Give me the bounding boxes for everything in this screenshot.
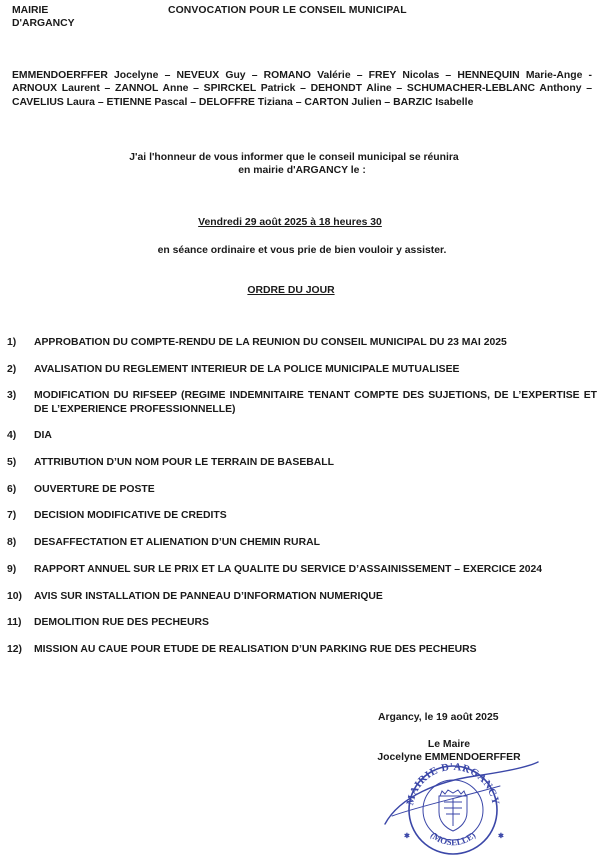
agenda-item-number: 3): [7, 390, 17, 402]
agenda-item-text: MODIFICATION DU RIFSEEP (REGIME INDEMNITAIRE TENANT COMPTE DES SUJETIONS, DE L’EXPERTISE ET DE L’EXPERIENCE PROFESSIONNELLE): [34, 390, 597, 415]
agenda-item: [7, 456, 597, 469]
agenda-title: ORDRE DU JOUR: [247, 285, 335, 296]
agenda-item: [7, 643, 597, 656]
agenda-item-number: 5): [7, 457, 17, 469]
mairie-line-2: D'ARGANCY: [12, 18, 75, 29]
agenda-item-text: OUVERTURE DE POSTE: [34, 483, 155, 495]
agenda-item-number: 11): [7, 617, 22, 629]
agenda-item-text: DIA: [34, 430, 52, 442]
agenda-item: [7, 336, 597, 349]
agenda-item-text: DESAFFECTATION ET ALIENATION D’UN CHEMIN RURAL: [34, 537, 320, 549]
seal-star-right: ✱: [498, 833, 504, 840]
session-text: en séance ordinaire et vous prie de bien vouloir y assister.: [157, 245, 447, 256]
signature-role: Le Maire: [427, 739, 471, 750]
seal-top-text: MAIRIE D'ARGANCY: [405, 761, 501, 807]
agenda-item-text: MISSION AU CAUE POUR ETUDE DE REALISATION D’UN PARKING RUE DES PECHEURS: [34, 643, 477, 655]
agenda-item: [7, 616, 597, 629]
seal-coat-of-arms: [439, 790, 467, 831]
agenda-item-text: RAPPORT ANNUEL SUR LE PRIX ET LA QUALITE DU SERVICE D’ASSAINISSEMENT – EXERCICE 2024: [34, 563, 543, 575]
document-title: CONVOCATION POUR LE CONSEIL MUNICIPAL: [168, 5, 407, 16]
agenda-item-text: DEMOLITION RUE DES PECHEURS: [34, 617, 209, 629]
attendee-list: EMMENDOERFFER Jocelyne – NEVEUX Guy – ROMANO Valérie – FREY Nicolas – HENNEQUIN Marie-Ange - ARNOUX Laurent – ZANNOL Anne – SPIRCKEL Patrick – DEHONDT Aline – SCHUMACHER-LEBLANC Anthony – CAVELIUS Laura – ETIENNE Pascal – DELOFFRE Tiziana – CARTON Julien – BARZIC Isabelle: [12, 70, 592, 108]
agenda-item-number: 9): [7, 563, 17, 575]
mairie-header: [12, 4, 75, 30]
agenda-item-number: 4): [7, 430, 17, 442]
agenda-item-number: 7): [7, 510, 17, 522]
mairie-line-1: MAIRIE: [12, 5, 49, 16]
agenda-item-number: 10): [7, 590, 23, 602]
agenda-item: [7, 536, 597, 549]
agenda-item-text: DECISION MODIFICATIVE DE CREDITS: [34, 510, 227, 522]
agenda-item-number: 6): [7, 483, 17, 495]
signature-name: Jocelyne EMMENDOERFFER: [377, 752, 521, 763]
signature-place-date: Argancy, le 19 août 2025: [378, 712, 499, 723]
agenda-item: [7, 590, 597, 603]
agenda-item-number: 1): [7, 337, 17, 348]
invitation-line-1: J'ai l'honneur de vous informer que le conseil municipal se réunira: [129, 152, 459, 163]
meeting-date: Vendredi 29 août 2025 à 18 heures 30: [198, 217, 382, 228]
agenda-item-text: AVALISATION DU REGLEMENT INTERIEUR DE LA POLICE MUNICIPALE MUTUALISEE: [34, 363, 460, 375]
mairie-seal-stamp: [380, 756, 540, 856]
agenda-item-number: 8): [7, 537, 17, 549]
seal-star-left: ✱: [404, 833, 410, 840]
agenda-item: [7, 563, 597, 576]
agenda-item-text: APPROBATION DU COMPTE-RENDU DE LA REUNION DU CONSEIL MUNICIPAL DU 23 MAI 2025: [34, 337, 507, 348]
agenda-item: [7, 429, 597, 442]
agenda-item-text: ATTRIBUTION D’UN NOM POUR LE TERRAIN DE BASEBALL: [34, 457, 334, 469]
agenda-item: [7, 389, 597, 415]
agenda-item: [7, 483, 597, 496]
agenda-item: [7, 363, 597, 376]
invitation-text: [12, 151, 592, 178]
seal-bottom-text: (MOSELLE): [428, 829, 478, 848]
agenda-item-number: 2): [7, 363, 17, 375]
invitation-line-2: en mairie d'ARGANCY le :: [238, 165, 366, 177]
agenda-item-number: 12): [7, 643, 23, 655]
agenda-item-text: AVIS SUR INSTALLATION DE PANNEAU D’INFORMATION NUMERIQUE: [34, 590, 383, 602]
agenda-item: [7, 509, 597, 522]
agenda-list: [7, 336, 597, 656]
